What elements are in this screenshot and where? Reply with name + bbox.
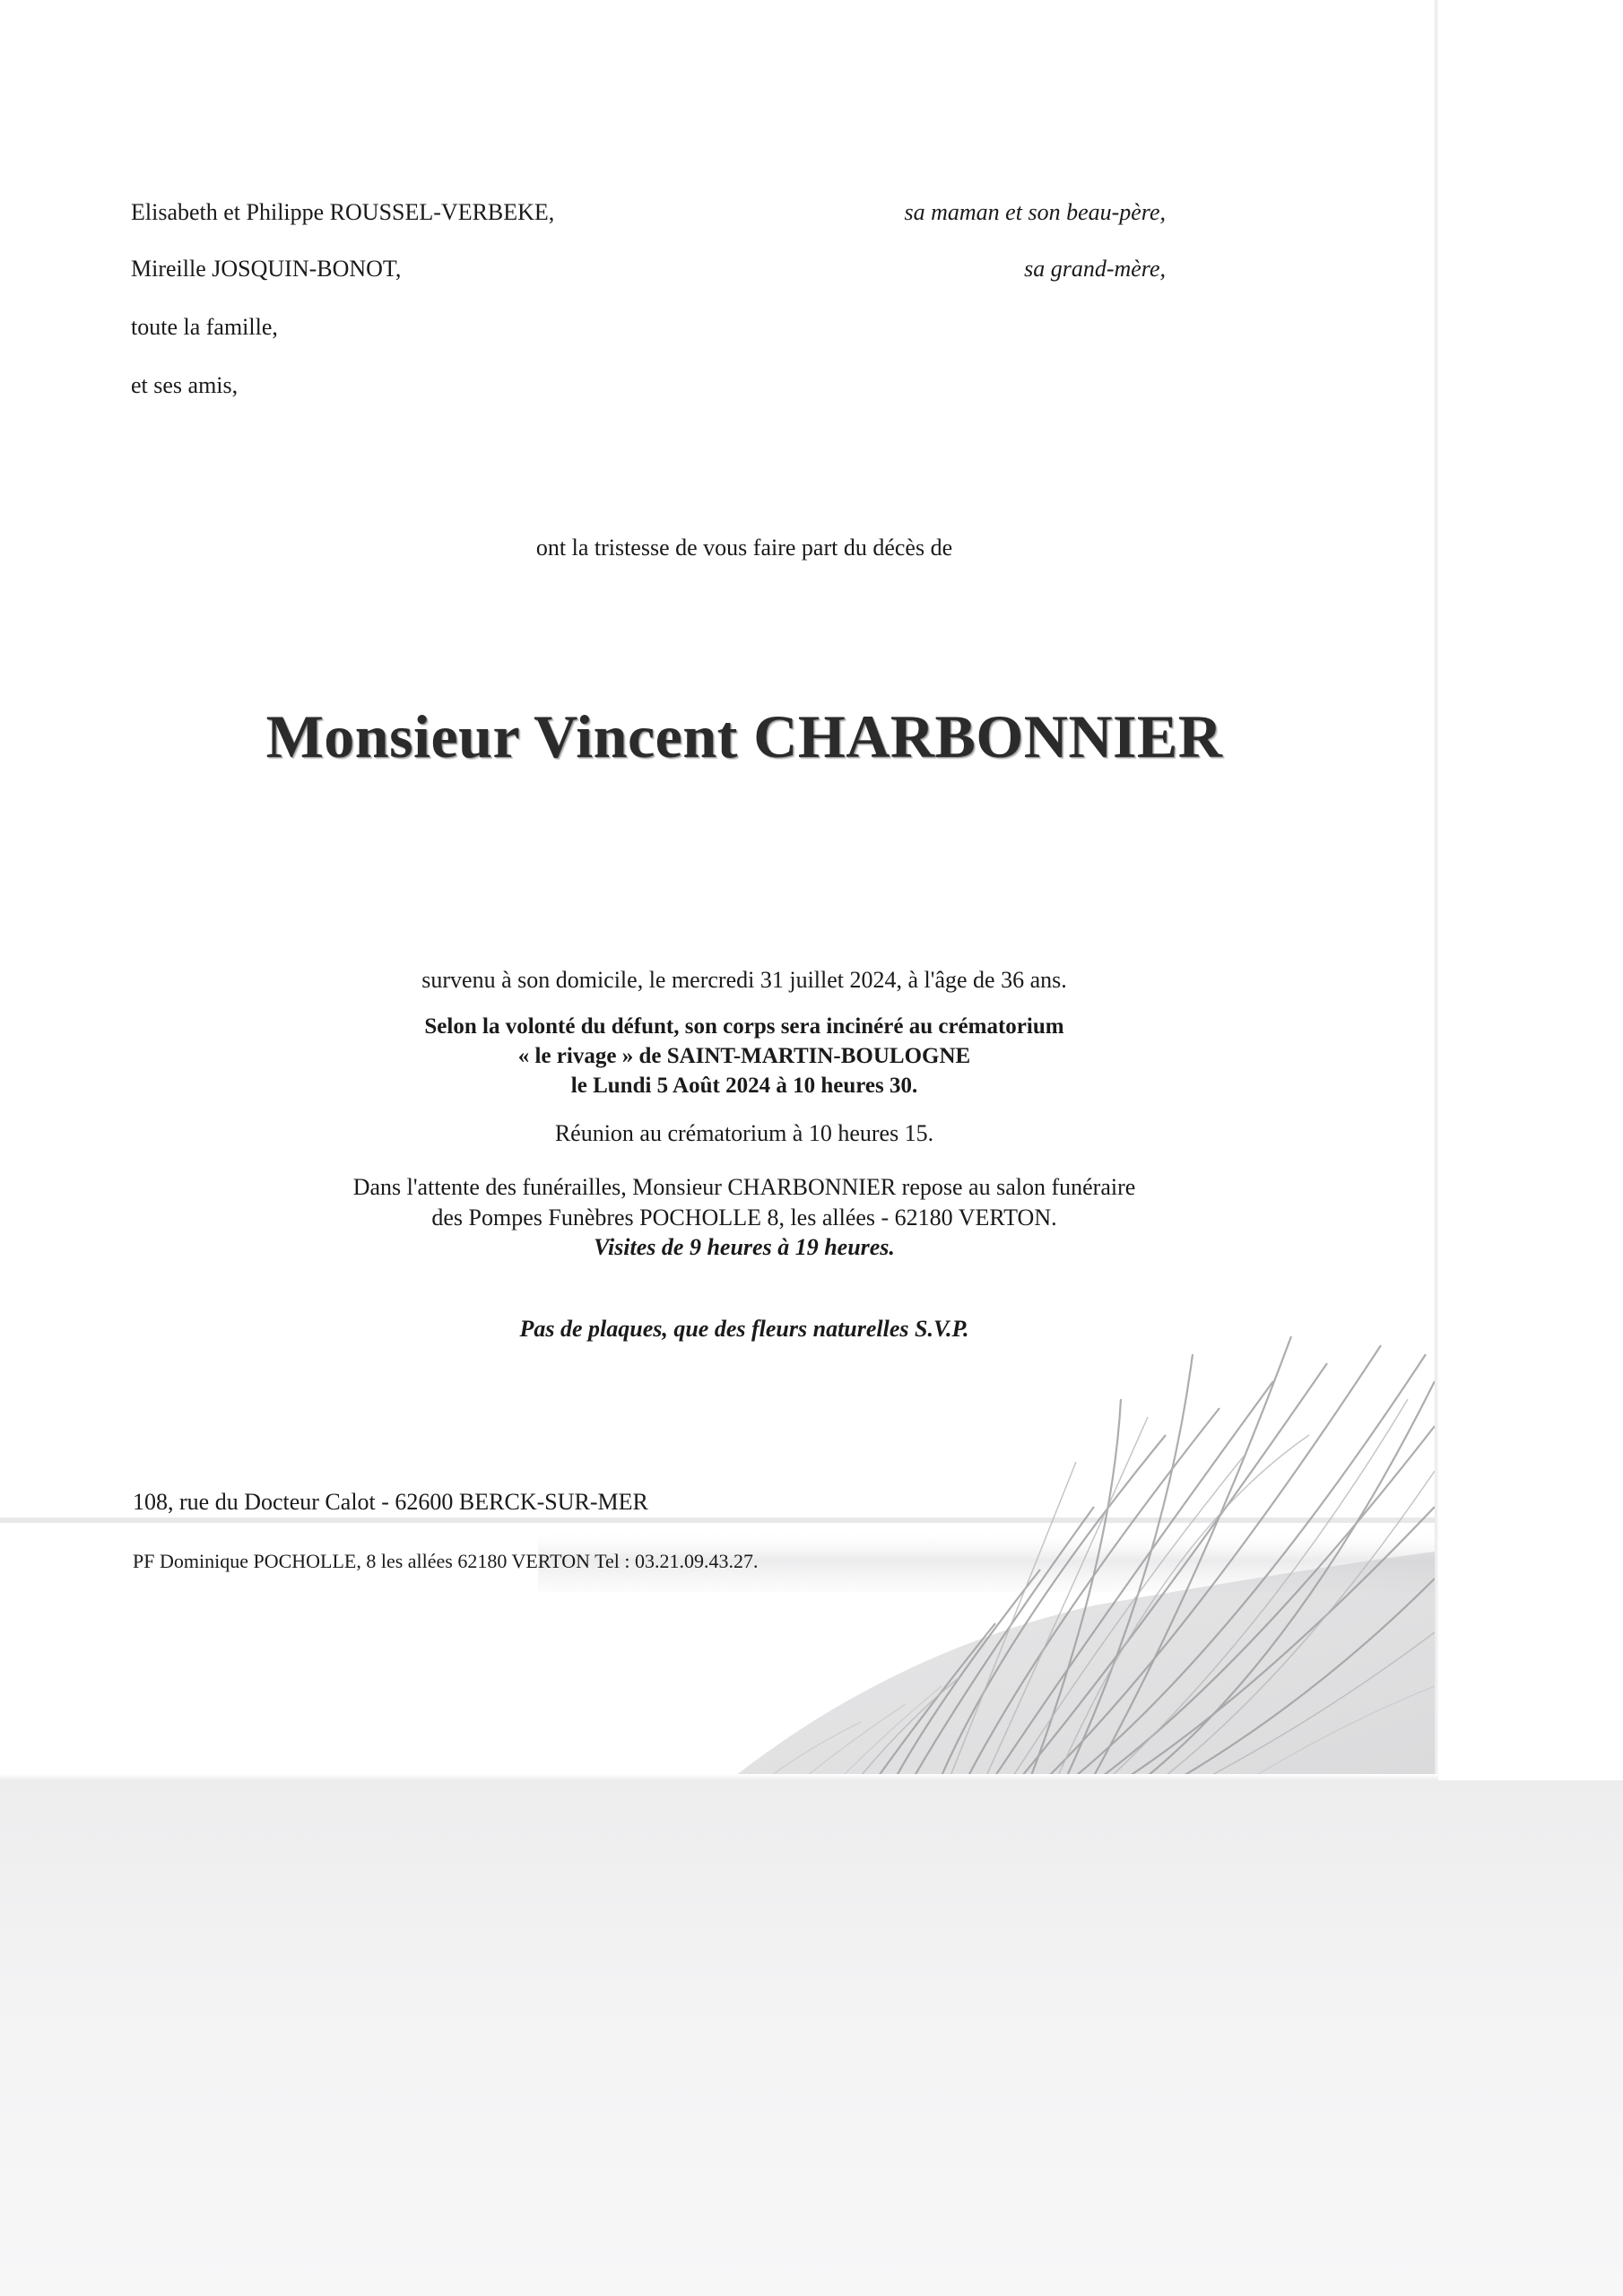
deceased-name: Monsieur Vincent CHARBONNIER bbox=[265, 702, 1223, 770]
family-name-4: et ses amis, bbox=[131, 372, 239, 398]
address-line: 108, rue du Docteur Calot - 62600 BERCK-SUR-MER bbox=[133, 1489, 648, 1515]
announcement-intro: ont la tristesse de vous faire part du décès de bbox=[535, 535, 953, 561]
meeting-time: Réunion au crématorium à 10 heures 15. bbox=[554, 1120, 934, 1146]
funeral-home-line: PF Dominique POCHOLLE, 8 les allées 62180 VERTON Tel : 03.21.09.43.27. bbox=[133, 1550, 759, 1572]
cremation-line-3: le Lundi 5 Août 2024 à 10 heures 30. bbox=[570, 1074, 918, 1098]
scanner-bed-area bbox=[0, 1780, 1623, 2296]
family-relation-1: sa maman et son beau-père, bbox=[904, 199, 1166, 225]
page-edge bbox=[1435, 0, 1438, 1780]
flowers-note: Pas de plaques, que des fleurs naturelles S.V.P. bbox=[519, 1316, 969, 1342]
visiting-hours: Visites de 9 heures à 19 heures. bbox=[594, 1234, 895, 1260]
rest-line-2: des Pompes Funèbres POCHOLLE 8, les allées - 62180 VERTON. bbox=[431, 1205, 1057, 1231]
family-name-3: toute la famille, bbox=[131, 314, 278, 340]
cremation-line-1: Selon la volonté du défunt, son corps sera incinéré au crématorium bbox=[424, 1014, 1064, 1039]
cremation-line-2: « le rivage » de SAINT-MARTIN-BOULOGNE bbox=[517, 1044, 971, 1068]
death-notice: survenu à son domicile, le mercredi 31 juillet 2024, à l'âge de 36 ans. bbox=[421, 967, 1067, 993]
family-name-1: Elisabeth et Philippe ROUSSEL-VERBEKE, bbox=[131, 199, 555, 225]
family-name-2: Mireille JOSQUIN-BONOT, bbox=[131, 256, 402, 282]
family-relation-2: sa grand-mère, bbox=[1024, 256, 1166, 282]
rest-line-1: Dans l'attente des funérailles, Monsieur CHARBONNIER repose au salon funéraire bbox=[352, 1174, 1136, 1200]
